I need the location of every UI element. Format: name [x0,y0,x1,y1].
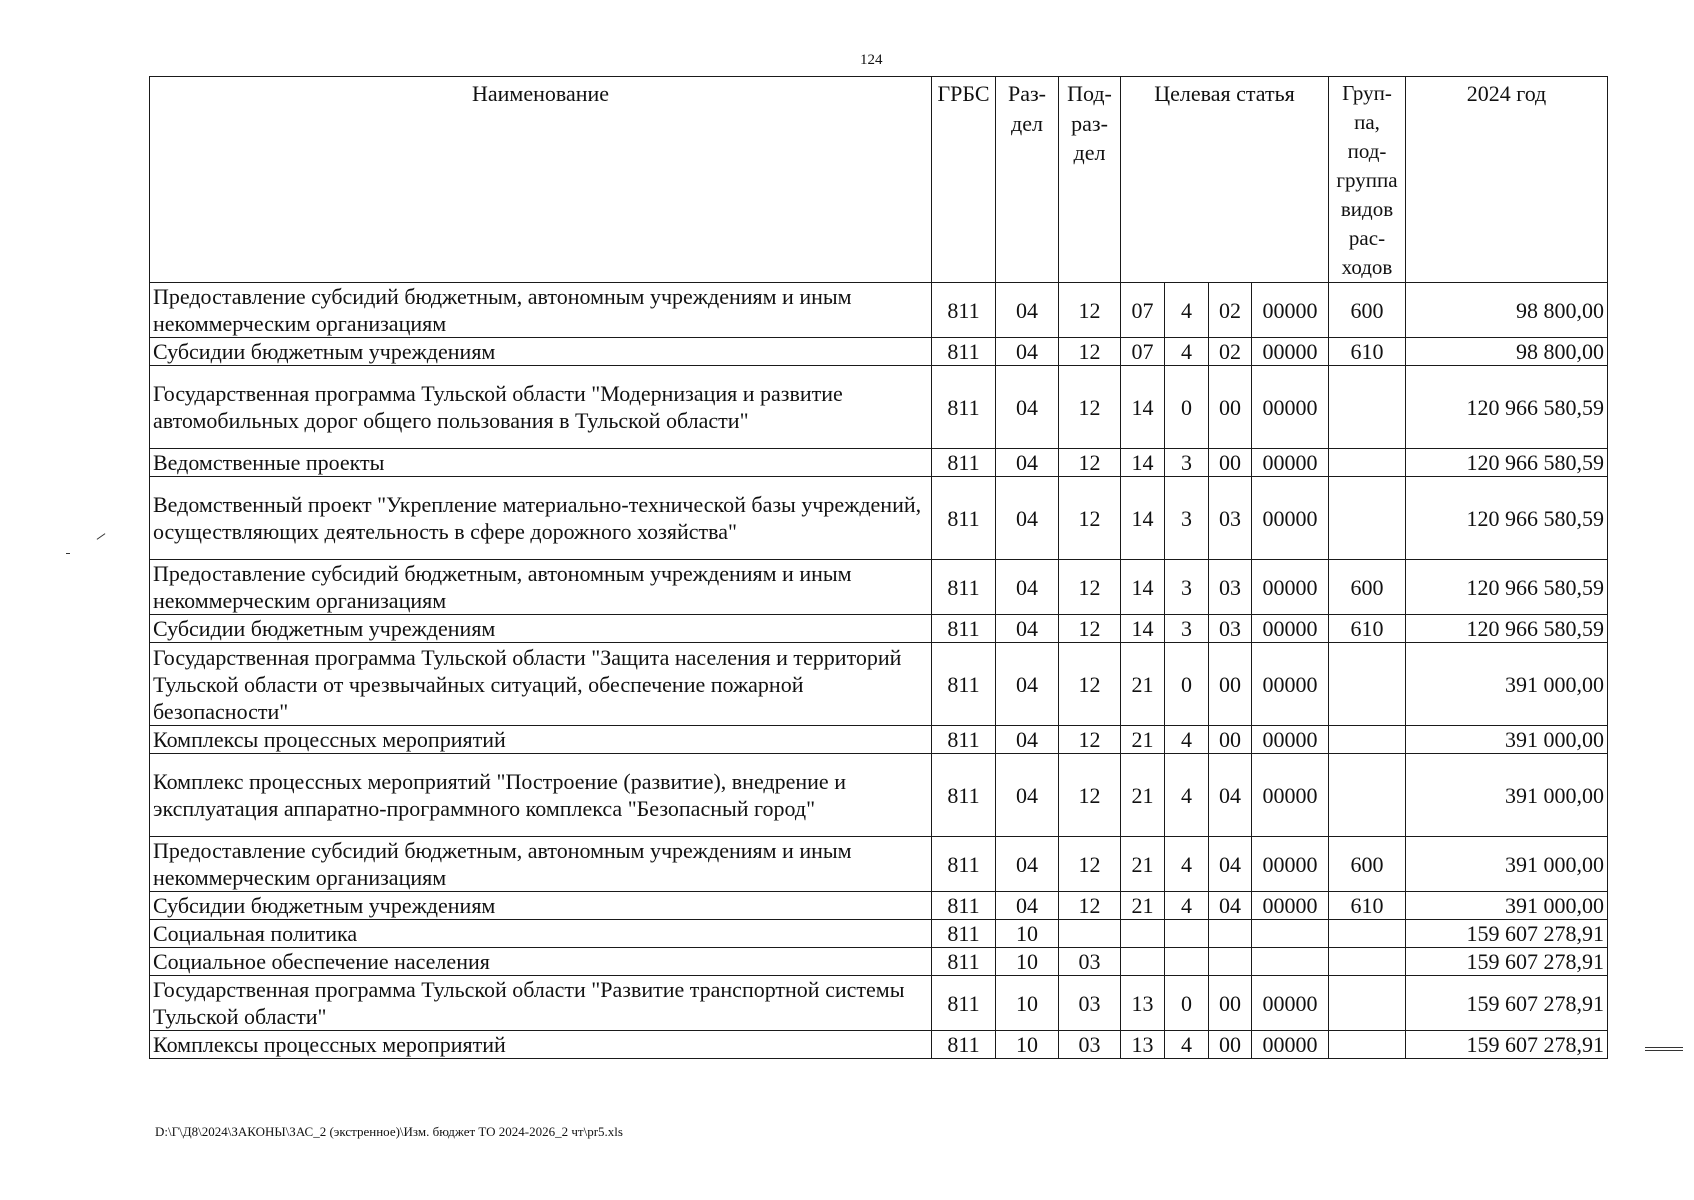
cell-sum: 120 966 580,59 [1406,366,1608,449]
header-year-2024: 2024 год [1406,77,1608,283]
cell-razdel: 04 [996,366,1059,449]
cell-cs4: 00000 [1252,338,1329,366]
cell-cs3 [1209,920,1252,948]
scan-mark-right-2 [1645,1050,1683,1051]
scan-mark-left [97,533,106,540]
cell-podrazdel: 12 [1059,366,1121,449]
table-header-row [150,77,1608,283]
cell-cs1: 21 [1121,892,1165,920]
cell-podrazdel: 12 [1059,643,1121,726]
cell-cs3: 00 [1209,1031,1252,1059]
cell-cs3: 03 [1209,615,1252,643]
cell-cs1: 14 [1121,477,1165,560]
table-row [150,449,1608,477]
cell-sum: 391 000,00 [1406,643,1608,726]
cell-cs1: 21 [1121,643,1165,726]
cell-cs3: 00 [1209,449,1252,477]
page-number: 124 [860,52,883,68]
header-razdel: Раз- дел [996,77,1059,283]
cell-cs1: 07 [1121,338,1165,366]
cell-name: Государственная программа Тульской области "Защита населения и территорий Тульской области от чрезвычайных ситуаций, обеспечение пожарной безопасности" [150,643,932,726]
table-row [150,338,1608,366]
cell-sum: 391 000,00 [1406,892,1608,920]
cell-sum: 120 966 580,59 [1406,560,1608,615]
cell-name: Предоставление субсидий бюджетным, автономным учреждениям и иным некоммерческим организациям [150,837,932,892]
cell-podrazdel: 12 [1059,892,1121,920]
cell-cs1 [1121,948,1165,976]
cell-group [1329,643,1406,726]
cell-name: Государственная программа Тульской области "Модернизация и развитие автомобильных дорог общего пользования в Тульской области" [150,366,932,449]
cell-podrazdel: 12 [1059,560,1121,615]
cell-cs2: 4 [1165,1031,1209,1059]
cell-cs2: 4 [1165,338,1209,366]
cell-razdel: 04 [996,643,1059,726]
cell-grbs: 811 [932,283,996,338]
cell-podrazdel: 03 [1059,1031,1121,1059]
cell-razdel: 04 [996,726,1059,754]
cell-podrazdel: 12 [1059,449,1121,477]
cell-razdel: 10 [996,920,1059,948]
table-row [150,920,1608,948]
cell-cs4: 00000 [1252,366,1329,449]
cell-grbs: 811 [932,366,996,449]
cell-cs1: 21 [1121,754,1165,837]
scan-mark-right [1645,1047,1683,1048]
cell-group: 600 [1329,283,1406,338]
table-row [150,892,1608,920]
cell-cs3: 04 [1209,754,1252,837]
cell-podrazdel: 12 [1059,283,1121,338]
cell-razdel: 04 [996,477,1059,560]
header-name: Наименование [150,77,932,283]
cell-cs2: 0 [1165,976,1209,1031]
cell-cs1: 14 [1121,366,1165,449]
cell-cs3: 02 [1209,283,1252,338]
cell-name: Ведомственный проект "Укрепление материально-технической базы учреждений, осуществляющих деятельность в сфере дорожного хозяйства" [150,477,932,560]
cell-cs4: 00000 [1252,643,1329,726]
cell-cs2: 4 [1165,726,1209,754]
budget-table [149,76,1608,1059]
cell-cs4: 00000 [1252,892,1329,920]
cell-group: 610 [1329,338,1406,366]
cell-group [1329,477,1406,560]
cell-group [1329,726,1406,754]
cell-cs2: 0 [1165,643,1209,726]
cell-razdel: 04 [996,837,1059,892]
cell-sum: 120 966 580,59 [1406,477,1608,560]
cell-cs4: 00000 [1252,754,1329,837]
cell-podrazdel: 12 [1059,338,1121,366]
table-row [150,726,1608,754]
cell-name: Социальная политика [150,920,932,948]
table-row [150,837,1608,892]
cell-group: 610 [1329,892,1406,920]
cell-podrazdel: 12 [1059,615,1121,643]
cell-podrazdel: 03 [1059,948,1121,976]
cell-cs2: 3 [1165,615,1209,643]
table-row [150,283,1608,338]
cell-cs3: 00 [1209,643,1252,726]
cell-cs1: 07 [1121,283,1165,338]
cell-grbs: 811 [932,948,996,976]
cell-group: 600 [1329,560,1406,615]
cell-group [1329,976,1406,1031]
cell-cs1: 13 [1121,1031,1165,1059]
cell-sum: 159 607 278,91 [1406,948,1608,976]
cell-name: Комплексы процессных мероприятий [150,726,932,754]
cell-podrazdel [1059,920,1121,948]
cell-name: Комплексы процессных мероприятий [150,1031,932,1059]
cell-name: Комплекс процессных мероприятий "Построение (развитие), внедрение и эксплуатация аппаратно-программного комплекса "Безопасный город" [150,754,932,837]
cell-cs3: 04 [1209,892,1252,920]
cell-grbs: 811 [932,920,996,948]
cell-sum: 159 607 278,91 [1406,920,1608,948]
cell-cs4: 00000 [1252,615,1329,643]
cell-podrazdel: 12 [1059,837,1121,892]
cell-razdel: 10 [996,948,1059,976]
cell-cs4: 00000 [1252,1031,1329,1059]
cell-sum: 120 966 580,59 [1406,615,1608,643]
cell-cs1: 21 [1121,726,1165,754]
header-grbs: ГРБС [932,77,996,283]
cell-cs3: 00 [1209,366,1252,449]
cell-group [1329,920,1406,948]
cell-cs4: 00000 [1252,726,1329,754]
cell-sum: 98 800,00 [1406,338,1608,366]
cell-cs3: 03 [1209,477,1252,560]
cell-name: Предоставление субсидий бюджетным, автономным учреждениям и иным некоммерческим организациям [150,560,932,615]
table-row [150,366,1608,449]
cell-sum: 391 000,00 [1406,754,1608,837]
table-row [150,1031,1608,1059]
cell-cs3: 00 [1209,726,1252,754]
cell-cs3: 02 [1209,338,1252,366]
cell-cs1: 21 [1121,837,1165,892]
cell-sum: 391 000,00 [1406,837,1608,892]
cell-razdel: 04 [996,892,1059,920]
cell-grbs: 811 [932,837,996,892]
table-row [150,948,1608,976]
cell-grbs: 811 [932,643,996,726]
header-expense-group: Груп- па, под- группа видов рас- ходов [1329,77,1406,283]
cell-podrazdel: 12 [1059,754,1121,837]
cell-name: Субсидии бюджетным учреждениям [150,892,932,920]
cell-razdel: 04 [996,283,1059,338]
cell-grbs: 811 [932,892,996,920]
cell-cs2: 4 [1165,283,1209,338]
cell-sum: 120 966 580,59 [1406,449,1608,477]
cell-grbs: 811 [932,338,996,366]
cell-cs2: 3 [1165,477,1209,560]
cell-grbs: 811 [932,449,996,477]
cell-grbs: 811 [932,976,996,1031]
cell-razdel: 04 [996,615,1059,643]
cell-grbs: 811 [932,477,996,560]
cell-cs1: 13 [1121,976,1165,1031]
cell-razdel: 10 [996,1031,1059,1059]
table-row [150,754,1608,837]
table-row [150,477,1608,560]
file-path-footer: D:\Г\Д8\2024\ЗАКОНЫ\ЗАС_2 (экстренное)\Изм. бюджет ТО 2024-2026_2 чт\pr5.xls [155,1124,623,1139]
cell-cs3: 00 [1209,976,1252,1031]
cell-razdel: 04 [996,449,1059,477]
cell-name: Субсидии бюджетным учреждениям [150,338,932,366]
cell-razdel: 04 [996,338,1059,366]
header-target-article: Целевая статья [1121,77,1329,283]
cell-name: Субсидии бюджетным учреждениям [150,615,932,643]
cell-razdel: 04 [996,560,1059,615]
cell-sum: 159 607 278,91 [1406,1031,1608,1059]
scan-mark-left-small [66,553,70,554]
cell-sum: 391 000,00 [1406,726,1608,754]
cell-grbs: 811 [932,615,996,643]
cell-cs2: 0 [1165,366,1209,449]
cell-name: Государственная программа Тульской области "Развитие транспортной системы Тульской области" [150,976,932,1031]
cell-cs2: 4 [1165,892,1209,920]
cell-cs3 [1209,948,1252,976]
cell-cs4: 00000 [1252,976,1329,1031]
cell-sum: 159 607 278,91 [1406,976,1608,1031]
cell-group [1329,449,1406,477]
cell-cs2: 3 [1165,449,1209,477]
cell-podrazdel: 12 [1059,726,1121,754]
cell-cs4: 00000 [1252,283,1329,338]
cell-cs1: 14 [1121,449,1165,477]
cell-grbs: 811 [932,726,996,754]
cell-cs2 [1165,920,1209,948]
cell-grbs: 811 [932,754,996,837]
cell-cs4: 00000 [1252,560,1329,615]
cell-group: 600 [1329,837,1406,892]
cell-group [1329,754,1406,837]
cell-razdel: 04 [996,754,1059,837]
cell-cs2: 4 [1165,837,1209,892]
cell-group: 610 [1329,615,1406,643]
cell-name: Ведомственные проекты [150,449,932,477]
header-podrazdel: Под- раз- дел [1059,77,1121,283]
cell-podrazdel: 12 [1059,477,1121,560]
cell-cs2: 4 [1165,754,1209,837]
cell-cs1 [1121,920,1165,948]
cell-cs3: 04 [1209,837,1252,892]
cell-name: Социальное обеспечение населения [150,948,932,976]
cell-name: Предоставление субсидий бюджетным, автономным учреждениям и иным некоммерческим организациям [150,283,932,338]
cell-sum: 98 800,00 [1406,283,1608,338]
table-row [150,643,1608,726]
cell-cs3: 03 [1209,560,1252,615]
cell-podrazdel: 03 [1059,976,1121,1031]
cell-cs4: 00000 [1252,449,1329,477]
cell-grbs: 811 [932,1031,996,1059]
cell-cs2: 3 [1165,560,1209,615]
cell-cs1: 14 [1121,560,1165,615]
cell-cs4: 00000 [1252,837,1329,892]
cell-cs2 [1165,948,1209,976]
cell-group [1329,1031,1406,1059]
cell-cs4 [1252,920,1329,948]
cell-cs4: 00000 [1252,477,1329,560]
table-row [150,976,1608,1031]
table-row [150,560,1608,615]
cell-razdel: 10 [996,976,1059,1031]
cell-cs4 [1252,948,1329,976]
cell-grbs: 811 [932,560,996,615]
cell-cs1: 14 [1121,615,1165,643]
cell-group [1329,366,1406,449]
cell-group [1329,948,1406,976]
table-row [150,615,1608,643]
